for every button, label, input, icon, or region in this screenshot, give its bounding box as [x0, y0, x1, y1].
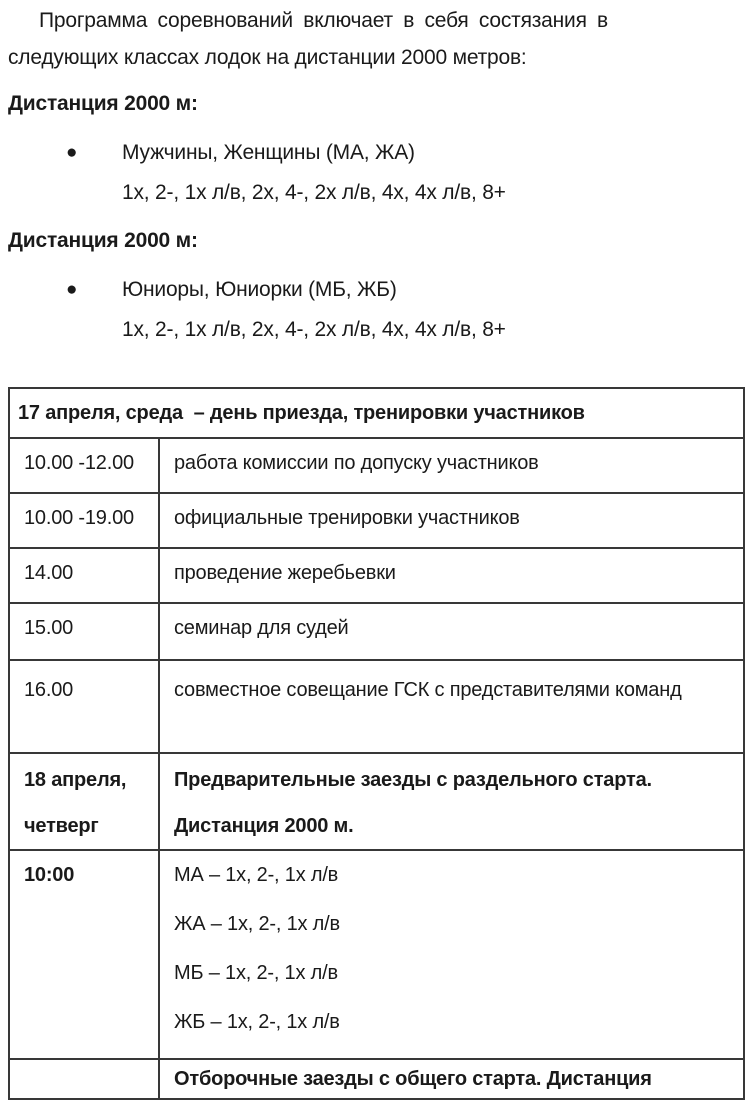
table-row: [9, 493, 744, 548]
bullet-icon: ●: [66, 142, 78, 163]
day-header-cell: 17 апреля, среда – день приезда, тренировки участников: [9, 388, 744, 438]
category-text: Мужчины, Женщины (МА, ЖА): [122, 141, 415, 164]
race-class-line: МА – 1х, 2-, 1х л/в: [174, 864, 339, 886]
table-row: [9, 850, 744, 1059]
section-heading-distance-2: Дистанция 2000 м:: [8, 229, 198, 252]
time-cell: 10.00 -12.00: [9, 438, 159, 493]
table-row: [9, 603, 744, 660]
table-row: [9, 1059, 744, 1099]
event-cell: работа комиссии по допуску участников: [159, 438, 744, 493]
event-cell: Предварительные заезды с раздельного старта. Дистанция 2000 м.: [159, 753, 744, 850]
event-cell: официальные тренировки участников: [159, 493, 744, 548]
table-header-row: [9, 388, 744, 438]
intro-paragraph: Программа соревнований включает в себя состязания в следующих классах лодок на дистанции 2000 метров:: [8, 9, 608, 69]
event-cell: семинар для судей: [159, 603, 744, 660]
time-cell: 10.00 -19.00: [9, 493, 159, 548]
date-cell: 18 апреля, четверг: [9, 753, 159, 850]
schedule-table: [8, 387, 745, 1100]
time-cell: 10:00: [9, 850, 159, 1059]
event-cell: [159, 850, 744, 1059]
time-cell-empty: [9, 1059, 159, 1099]
table-row: [9, 438, 744, 493]
time-cell: 14.00: [9, 548, 159, 603]
table-row: [9, 548, 744, 603]
race-class-line: ЖА – 1х, 2-, 1х л/в: [174, 913, 340, 935]
bullet-icon: ●: [66, 279, 78, 300]
race-class-line: МБ – 1х, 2-, 1х л/в: [174, 962, 338, 984]
event-cell: проведение жеребьевки: [159, 548, 744, 603]
race-class-line: ЖБ – 1х, 2-, 1х л/в: [174, 1011, 340, 1033]
time-cell: 16.00: [9, 660, 159, 753]
boat-classes-text: 1х, 2-, 1х л/в, 2х, 4-, 2х л/в, 4х, 4х л/в, 8+: [122, 181, 506, 204]
time-cell: 15.00: [9, 603, 159, 660]
list-item-seniors: [8, 133, 750, 213]
section-heading-distance-1: Дистанция 2000 м:: [8, 92, 198, 115]
list-item-juniors: [8, 270, 750, 350]
event-cell: совместное совещание ГСК с представителями команд: [159, 660, 744, 753]
boat-classes-text: 1х, 2-, 1х л/в, 2х, 4-, 2х л/в, 4х, 4х л/в, 8+: [122, 318, 506, 341]
table-row: [9, 753, 744, 850]
event-cell: Отборочные заезды с общего старта. Дистанция: [159, 1059, 744, 1099]
category-text: Юниоры, Юниорки (МБ, ЖБ): [122, 278, 397, 301]
table-row: [9, 660, 744, 753]
